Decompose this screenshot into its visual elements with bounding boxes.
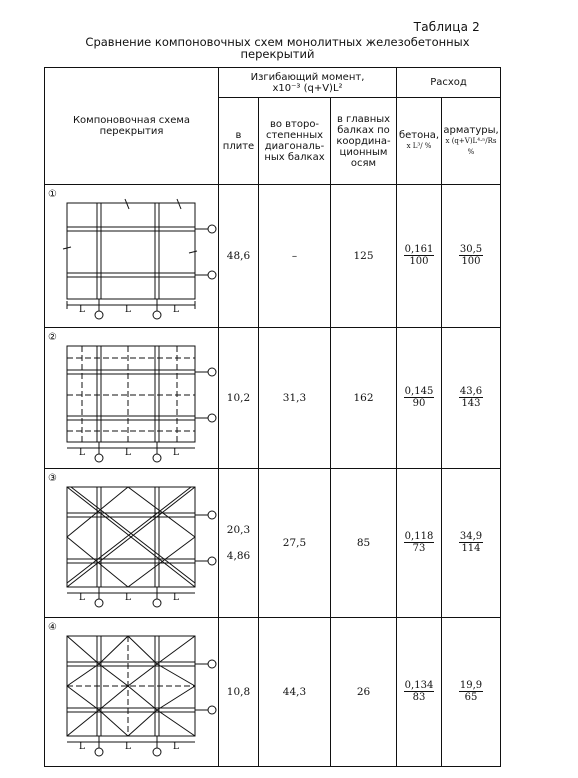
- row-1-secondary: –: [259, 185, 331, 328]
- scheme-2-drawing: [45, 328, 218, 468]
- row-3-concrete-fraction: [404, 531, 435, 554]
- header-concrete-text: бетона,: [398, 130, 440, 141]
- row-4-rebar: [442, 618, 501, 767]
- header-in-main: [331, 98, 397, 185]
- row-3-rebar-fraction: [459, 531, 483, 554]
- span-label: L: [125, 448, 131, 458]
- row-2-secondary: 31,3: [259, 328, 331, 469]
- row-1-concrete-fraction: [404, 244, 435, 267]
- header-in-secondary-text: во второ-степенных диагональ-ных балках: [264, 119, 325, 163]
- scheme-1-drawing: [45, 185, 218, 327]
- row-2-plate: 10,2: [219, 328, 259, 469]
- title-line-2: перекрытий: [240, 47, 315, 61]
- comparison-table: [44, 67, 501, 767]
- row-3-plate-gap: [219, 536, 258, 550]
- span-label: L: [125, 305, 131, 315]
- span-label: L: [173, 305, 179, 315]
- header-concrete: [397, 98, 442, 185]
- row-3-secondary: 27,5: [259, 469, 331, 618]
- header-moment: [219, 68, 397, 98]
- title-line-1: Сравнение компоновочных схем монолитных железобетонных: [85, 35, 470, 49]
- row-1-plate: 48,6: [219, 185, 259, 328]
- scheme-3-marker: ③: [48, 473, 57, 484]
- row-4-concrete-den: 83: [412, 692, 426, 703]
- row-2-concrete-fraction: [404, 386, 435, 409]
- row-1-concrete-num: 0,161: [404, 244, 434, 255]
- row-3-rebar-num: 34,9: [459, 531, 483, 542]
- header-rebar-text: арматуры,: [443, 124, 499, 136]
- row-4-concrete: [397, 618, 442, 767]
- row-3-rebar-den: 114: [461, 543, 481, 554]
- row-3-concrete-num: 0,118: [404, 531, 434, 542]
- row-2-rebar-fraction: [459, 386, 483, 409]
- span-label: L: [173, 742, 179, 752]
- scheme-2-marker: ②: [48, 332, 57, 343]
- row-1-concrete-den: 100: [409, 256, 429, 267]
- header-in-main-text: в главных балках по координа-ционным осям: [336, 113, 391, 169]
- scheme-4-drawing: [45, 618, 218, 766]
- span-label: L: [79, 305, 85, 315]
- row-2-main: 162: [331, 328, 397, 469]
- header-concrete-unit: x L³/ %: [406, 142, 432, 150]
- row-2-concrete-den: 90: [412, 398, 426, 409]
- row-4-main: 26: [331, 618, 397, 767]
- scheme-3-cell: [45, 469, 219, 618]
- row-1-rebar-num: 30,5: [459, 244, 483, 255]
- row-1-concrete: [397, 185, 442, 328]
- row-4-concrete-num: 0,134: [404, 680, 434, 691]
- table-title: [50, 36, 505, 60]
- span-label: L: [79, 593, 85, 603]
- row-1-rebar-den: 100: [461, 256, 481, 267]
- row-4-rebar-fraction: [459, 680, 483, 703]
- span-label: L: [79, 448, 85, 458]
- table-number: Таблица 2: [413, 20, 480, 34]
- span-label: L: [125, 742, 131, 752]
- header-rebar-unit: x (q+V)L⁴·ⁿ/Rs %: [445, 136, 497, 156]
- scheme-4-marker: ④: [48, 622, 57, 633]
- header-rebar: [442, 98, 501, 185]
- span-label: L: [173, 593, 179, 603]
- row-2-concrete-num: 0,145: [404, 386, 434, 397]
- header-in-secondary: [259, 98, 331, 185]
- comparison-table-wrap: [44, 67, 501, 767]
- span-label: L: [79, 742, 85, 752]
- row-2-concrete: [397, 328, 442, 469]
- span-label: L: [173, 448, 179, 458]
- row-3-concrete: [397, 469, 442, 618]
- row-3-main: 85: [331, 469, 397, 618]
- header-scheme-text: Компоновочная схема перекрытия: [72, 115, 191, 137]
- scheme-1-marker: ①: [48, 189, 57, 200]
- row-1-rebar-fraction: [459, 244, 483, 267]
- row-3-concrete-den: 73: [412, 543, 426, 554]
- span-label: L: [125, 593, 131, 603]
- header-scheme: [45, 68, 219, 185]
- row-3-rebar: [442, 469, 501, 618]
- row-2-rebar-num: 43,6: [459, 386, 483, 397]
- row-3-plate: [219, 469, 259, 618]
- scheme-1-cell: [45, 185, 219, 328]
- row-3-plate-value-2: 4,86: [226, 550, 251, 562]
- header-in-plate: [219, 98, 259, 185]
- row-1-rebar: [442, 185, 501, 328]
- row-2-rebar-den: 143: [461, 398, 481, 409]
- row-2-rebar: [442, 328, 501, 469]
- row-4-secondary: 44,3: [259, 618, 331, 767]
- scheme-4-cell: [45, 618, 219, 767]
- row-1-main: 125: [331, 185, 397, 328]
- header-moment-text: Изгибающий момент, x10⁻³ (q+V)L²: [250, 71, 365, 94]
- scheme-2-cell: [45, 328, 219, 469]
- header-in-plate-text: в плите: [222, 130, 255, 152]
- row-3-plate-value: 20,3: [226, 524, 251, 536]
- row-4-plate: 10,8: [219, 618, 259, 767]
- scheme-3-drawing: [45, 469, 218, 617]
- row-4-rebar-num: 19,9: [459, 680, 483, 691]
- row-4-concrete-fraction: [404, 680, 435, 703]
- header-consumption: Расход: [397, 68, 501, 98]
- row-4-rebar-den: 65: [464, 692, 478, 703]
